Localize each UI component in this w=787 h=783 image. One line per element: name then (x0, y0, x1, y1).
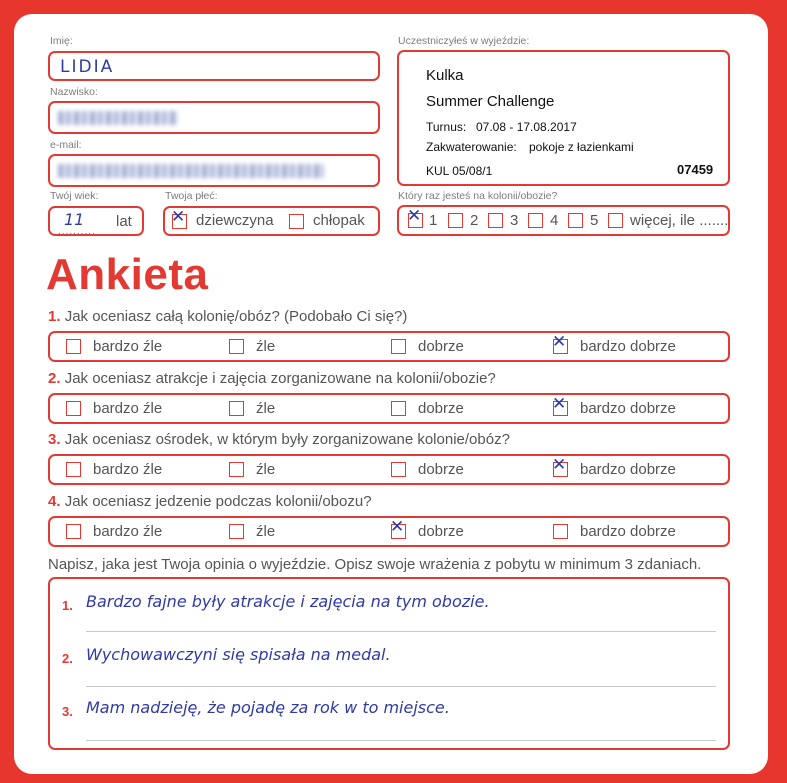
rating-checkbox[interactable] (229, 339, 244, 354)
check-mark-icon: ✕ (407, 206, 422, 226)
times-option-2: 2 (470, 212, 479, 229)
question-number: 4. (48, 493, 61, 510)
rating-checkbox[interactable] (552, 394, 568, 416)
gender-label: Twoja płeć: (165, 190, 218, 202)
question-text: Jak oceniasz atrakcje i zajęcia zorganizowane na kolonii/obozie? (64, 370, 496, 387)
rating-label: dobrze (418, 523, 464, 540)
camp-number: 07459 (677, 162, 714, 177)
times-checkbox-1[interactable] (407, 206, 423, 228)
question-4 (48, 493, 372, 510)
rating-checkbox[interactable] (229, 462, 244, 477)
rating-checkbox[interactable] (391, 401, 406, 416)
rating-label: bardzo dobrze (580, 523, 676, 540)
rating-checkbox[interactable] (229, 524, 244, 539)
times-checkbox-4[interactable] (528, 213, 543, 228)
times-option-5: 5 (590, 212, 599, 229)
times-checkbox-more[interactable] (608, 213, 623, 228)
rating-checkbox[interactable] (66, 524, 81, 539)
question-3 (48, 431, 510, 448)
gender-option-girl: dziewczyna (196, 212, 274, 229)
name-label: Imię: (50, 35, 73, 47)
opinion-prompt: Napisz, jaka jest Twoja opinia o wyjeździe. Opisz swoje wrażenia z pobytu w minimum 3 zdaniach. (48, 556, 702, 573)
question-text: Jak oceniasz jedzenie podczas kolonii/obozu? (64, 493, 372, 510)
rating-label: bardzo dobrze (580, 461, 676, 478)
rating-checkbox[interactable] (229, 401, 244, 416)
rating-label: dobrze (418, 461, 464, 478)
opinion-line (86, 740, 716, 741)
times-option-1: 1 (429, 212, 438, 229)
times-option-more: więcej, ile ....... (630, 212, 729, 229)
camp-label: Uczestniczyłeś w wyjeździe: (398, 35, 530, 47)
opinion-number-3: 3. (62, 704, 73, 719)
camp-name: Kulka (426, 67, 464, 84)
rating-label: dobrze (418, 400, 464, 417)
question-text: Jak oceniasz całą kolonię/obóz? (Podobało Ci się?) (64, 308, 408, 325)
rating-label: bardzo źle (93, 461, 163, 478)
question-text: Jak oceniasz ośrodek, w którym były zorganizowane kolonie/obóz? (64, 431, 510, 448)
question-1 (48, 308, 407, 325)
survey-title: Ankieta (46, 250, 209, 299)
rating-checkbox[interactable] (552, 332, 568, 354)
check-mark-icon: ✕ (171, 207, 186, 227)
times-checkbox-3[interactable] (488, 213, 503, 228)
rating-label: bardzo dobrze (580, 400, 676, 417)
times-checkbox-5[interactable] (568, 213, 583, 228)
age-field[interactable] (48, 206, 144, 236)
surname-field[interactable] (48, 101, 380, 134)
times-checkbox-2[interactable] (448, 213, 463, 228)
check-mark-icon: ✕ (390, 517, 405, 537)
age-unit: lat (116, 213, 132, 230)
rating-label: bardzo źle (93, 338, 163, 355)
opinion-text-2: Wychowawczyni się spisała na medal. (86, 645, 391, 664)
check-mark-icon: ✕ (552, 332, 567, 352)
name-value: LIDIA (60, 57, 115, 77)
rating-checkbox[interactable] (390, 517, 406, 539)
times-label: Który raz jesteś na kolonii/obozie? (398, 190, 558, 202)
times-option-3: 3 (510, 212, 519, 229)
accommodation-label: Zakwaterowanie: (426, 140, 517, 154)
opinion-line (86, 631, 716, 632)
rating-label: bardzo dobrze (580, 338, 676, 355)
age-dots: .......... (58, 226, 96, 237)
check-mark-icon: ✕ (552, 455, 567, 475)
email-field[interactable] (48, 154, 380, 187)
opinion-text-3: Mam nadzieję, że pojadę za rok w to miejsce. (86, 698, 450, 717)
camp-code: KUL 05/08/1 (426, 164, 493, 178)
rating-checkbox[interactable] (66, 462, 81, 477)
accommodation-value: pokoje z łazienkami (529, 140, 634, 154)
email-label: e-mail: (50, 139, 82, 151)
opinion-text-1: Bardzo fajne były atrakcje i zajęcia na tym obozie. (86, 592, 490, 611)
times-option-4: 4 (550, 212, 559, 229)
rating-checkbox[interactable] (66, 339, 81, 354)
age-label: Twój wiek: (50, 190, 99, 202)
rating-label: źle (256, 461, 276, 478)
opinion-number-1: 1. (62, 598, 73, 613)
rating-label: bardzo źle (93, 400, 163, 417)
turnus-value: 07.08 - 17.08.2017 (476, 120, 577, 134)
check-mark-icon: ✕ (552, 394, 567, 414)
rating-checkbox[interactable] (553, 524, 568, 539)
rating-checkbox[interactable] (552, 455, 568, 477)
surname-label: Nazwisko: (50, 86, 98, 98)
rating-checkbox[interactable] (66, 401, 81, 416)
gender-checkbox-boy[interactable] (289, 214, 304, 229)
camp-program: Summer Challenge (426, 93, 555, 110)
question-2 (48, 370, 496, 387)
age-value: 11 (64, 210, 85, 229)
question-number: 3. (48, 431, 61, 448)
question-number: 1. (48, 308, 61, 325)
email-redacted (58, 164, 324, 178)
turnus-label: Turnus: (426, 120, 467, 134)
surname-redacted (58, 111, 178, 125)
rating-label: źle (256, 523, 276, 540)
gender-checkbox-girl[interactable] (171, 207, 187, 229)
opinion-number-2: 2. (62, 651, 73, 666)
rating-label: bardzo źle (93, 523, 163, 540)
gender-option-boy: chłopak (313, 212, 365, 229)
opinion-line (86, 686, 716, 687)
question-number: 2. (48, 370, 61, 387)
rating-checkbox[interactable] (391, 462, 406, 477)
rating-checkbox[interactable] (391, 339, 406, 354)
camp-info-box (397, 50, 730, 186)
rating-label: źle (256, 400, 276, 417)
rating-label: źle (256, 338, 276, 355)
name-field[interactable] (48, 51, 380, 81)
rating-label: dobrze (418, 338, 464, 355)
